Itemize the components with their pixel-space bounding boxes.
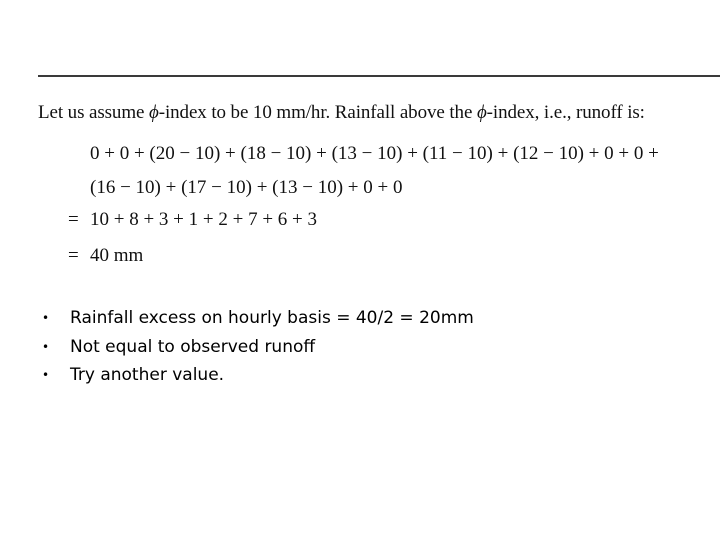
equals-sign: = <box>68 209 79 230</box>
equals-sign: = <box>68 245 79 266</box>
equation-result: 40 mm <box>90 245 144 266</box>
bullet-icon: • <box>42 339 50 354</box>
list-item-text: Try another value. <box>70 365 225 385</box>
list-item-text: Rainfall excess on hourly basis = 40/2 = 20mm <box>70 308 474 328</box>
list-item <box>42 361 474 390</box>
equation-line-4 <box>68 245 143 267</box>
bullet-icon: • <box>42 311 50 325</box>
bullet-list <box>42 304 474 390</box>
intro-text-3: -index, i.e., runoff is: <box>486 102 645 123</box>
solution-intro <box>38 102 645 124</box>
horizontal-rule <box>38 75 720 77</box>
phi-symbol: ϕ <box>476 102 487 123</box>
list-item <box>42 333 474 362</box>
equation-sum: 10 + 8 + 3 + 1 + 2 + 7 + 6 + 3 <box>90 209 318 230</box>
equation-line-1: 0 + 0 + (20 − 10) + (18 − 10) + (13 − 10) + (11 − 10) + (12 − 10) + 0 + 0 + <box>90 143 659 164</box>
equation-line-3 <box>68 209 317 231</box>
intro-text-2: -index to be 10 mm/hr. Rainfall above the <box>158 102 477 123</box>
list-item <box>42 304 474 333</box>
phi-symbol: ϕ <box>149 102 159 123</box>
intro-text-1: Let us assume <box>38 102 149 123</box>
list-item-text: Not equal to observed runoff <box>70 336 316 357</box>
bullet-icon: • <box>42 368 50 382</box>
equation-line-2: (16 − 10) + (17 − 10) + (13 − 10) + 0 + 0 <box>90 177 403 198</box>
